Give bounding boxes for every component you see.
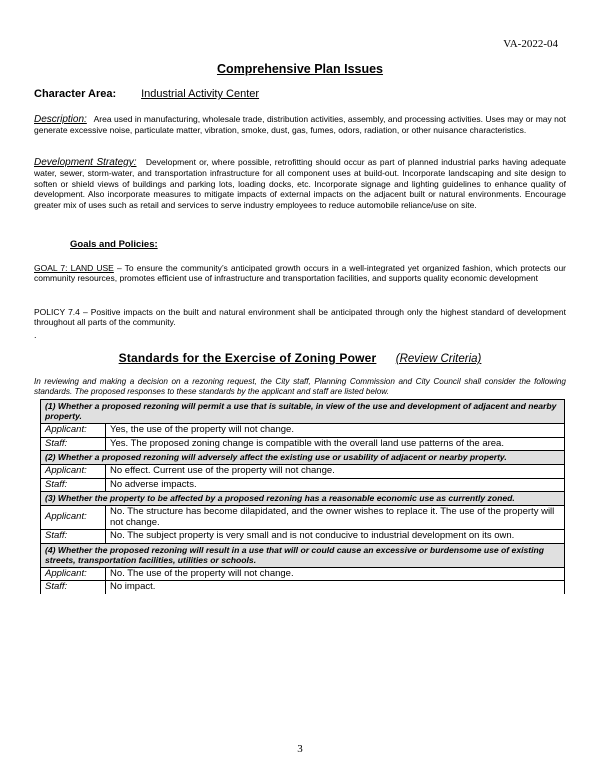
description-label: Description: <box>34 114 87 125</box>
character-area-value: Industrial Activity Center <box>141 88 260 100</box>
staff-response: No adverse impacts. <box>106 478 565 492</box>
staff-label: Staff: <box>41 530 106 544</box>
criteria-table <box>40 399 565 594</box>
page-number: 3 <box>297 743 303 755</box>
policy-paragraph: POLICY 7.4 – Positive impacts on the built and natural environment shall be anticipated through only the highest standard of development throughout all parts of the community. <box>34 307 566 328</box>
goal-paragraph <box>34 263 566 284</box>
description-text: Area used in manufacturing, wholesale trade, distribution activities, assembly, and processing activities. Uses may or may not generate excessive noise, particulate matter, vibration, smoke, dust, gas, fumes, odors, radiation, or other nuisance characteristics. <box>34 114 566 136</box>
goals-heading: Goals and Policies: <box>70 239 158 250</box>
criterion-question: (4) Whether the proposed rezoning will result in a use that will or could cause an excessive or burdensome use of existing streets, transportation facilities, utilities or schools. <box>41 543 565 567</box>
criterion-question-row <box>41 451 565 465</box>
staff-label: Staff: <box>41 478 106 492</box>
character-area <box>34 88 259 100</box>
criterion-question: (1) Whether a proposed rezoning will permit a use that is suitable, in view of the use and development of adjacent and nearby property. <box>41 400 565 424</box>
standards-intro: In reviewing and making a decision on a rezoning request, the City staff, Planning Commission and City Council shall consider the following standards. The proposed responses to these standards by the applicant and staff are listed below. <box>34 377 566 396</box>
goal-text: – To ensure the community’s anticipated growth occurs in a well-integrated yet organized fashion, which protects our community resources, promotes efficient use of infrastructure and transportation facilities, and supports quality economic development <box>34 263 566 284</box>
staff-label: Staff: <box>41 581 106 594</box>
applicant-label: Applicant: <box>41 424 106 438</box>
standards-title: Standards for the Exercise of Zoning Power <box>118 351 377 365</box>
stray-dot: . <box>34 330 37 340</box>
applicant-response: Yes, the use of the property will not change. <box>106 424 565 438</box>
applicant-response: No effect. Current use of the property will not change. <box>106 465 565 479</box>
applicant-response: No. The structure has become dilapidated, and the owner wishes to replace it. The use of the property will not change. <box>106 506 565 530</box>
staff-row <box>41 437 565 451</box>
staff-row <box>41 530 565 544</box>
criterion-question: (3) Whether the property to be affected by a proposed rezoning has a reasonable economic use as currently zoned. <box>41 492 565 506</box>
staff-row <box>41 581 565 594</box>
standards-subtitle: (Review Criteria) <box>395 353 482 365</box>
development-strategy-label: Development Strategy: <box>34 157 137 168</box>
applicant-response: No. The use of the property will not change. <box>106 567 565 581</box>
staff-response: Yes. The proposed zoning change is compatible with the overall land use patterns of the area. <box>106 437 565 451</box>
development-strategy-text: Development or, where possible, retrofitting should occur as part of planned industrial parks having adequate water, sewer, storm-water, and transportation infrastructure for all component uses at build-out. Incorporate landscaping and site design to soften or shield views of buildings and parking lots, loading docks, etc. Incorporate signage and lighting guidelines to enhance quality of development. Also incorporate measures to mitigate impacts of external impacts on the adjacent built or natural environments. Encourage greater mix of uses such as retail and services to serve industry employees to reduce automobile reliance/use on site. <box>34 157 566 210</box>
criterion-question-row <box>41 543 565 567</box>
criterion-question-row <box>41 400 565 424</box>
criterion-question-row <box>41 492 565 506</box>
document-id: VA-2022-04 <box>503 38 558 50</box>
character-area-label: Character Area: <box>34 88 117 100</box>
section-title: Comprehensive Plan Issues <box>216 62 384 76</box>
applicant-row <box>41 424 565 438</box>
applicant-label: Applicant: <box>41 465 106 479</box>
standards-heading <box>0 351 600 365</box>
applicant-label: Applicant: <box>41 506 106 530</box>
development-strategy-paragraph <box>34 157 566 210</box>
applicant-label: Applicant: <box>41 567 106 581</box>
staff-response: No. The subject property is very small and is not conducive to industrial development on its own. <box>106 530 565 544</box>
criterion-question: (2) Whether a proposed rezoning will adversely affect the existing use or usability of adjacent or nearby property. <box>41 451 565 465</box>
staff-label: Staff: <box>41 437 106 451</box>
applicant-row <box>41 465 565 479</box>
staff-response: No impact. <box>106 581 565 594</box>
staff-row <box>41 478 565 492</box>
goal-label: GOAL 7: LAND USE <box>34 263 114 273</box>
applicant-row <box>41 567 565 581</box>
description-paragraph <box>34 114 566 136</box>
applicant-row <box>41 506 565 530</box>
